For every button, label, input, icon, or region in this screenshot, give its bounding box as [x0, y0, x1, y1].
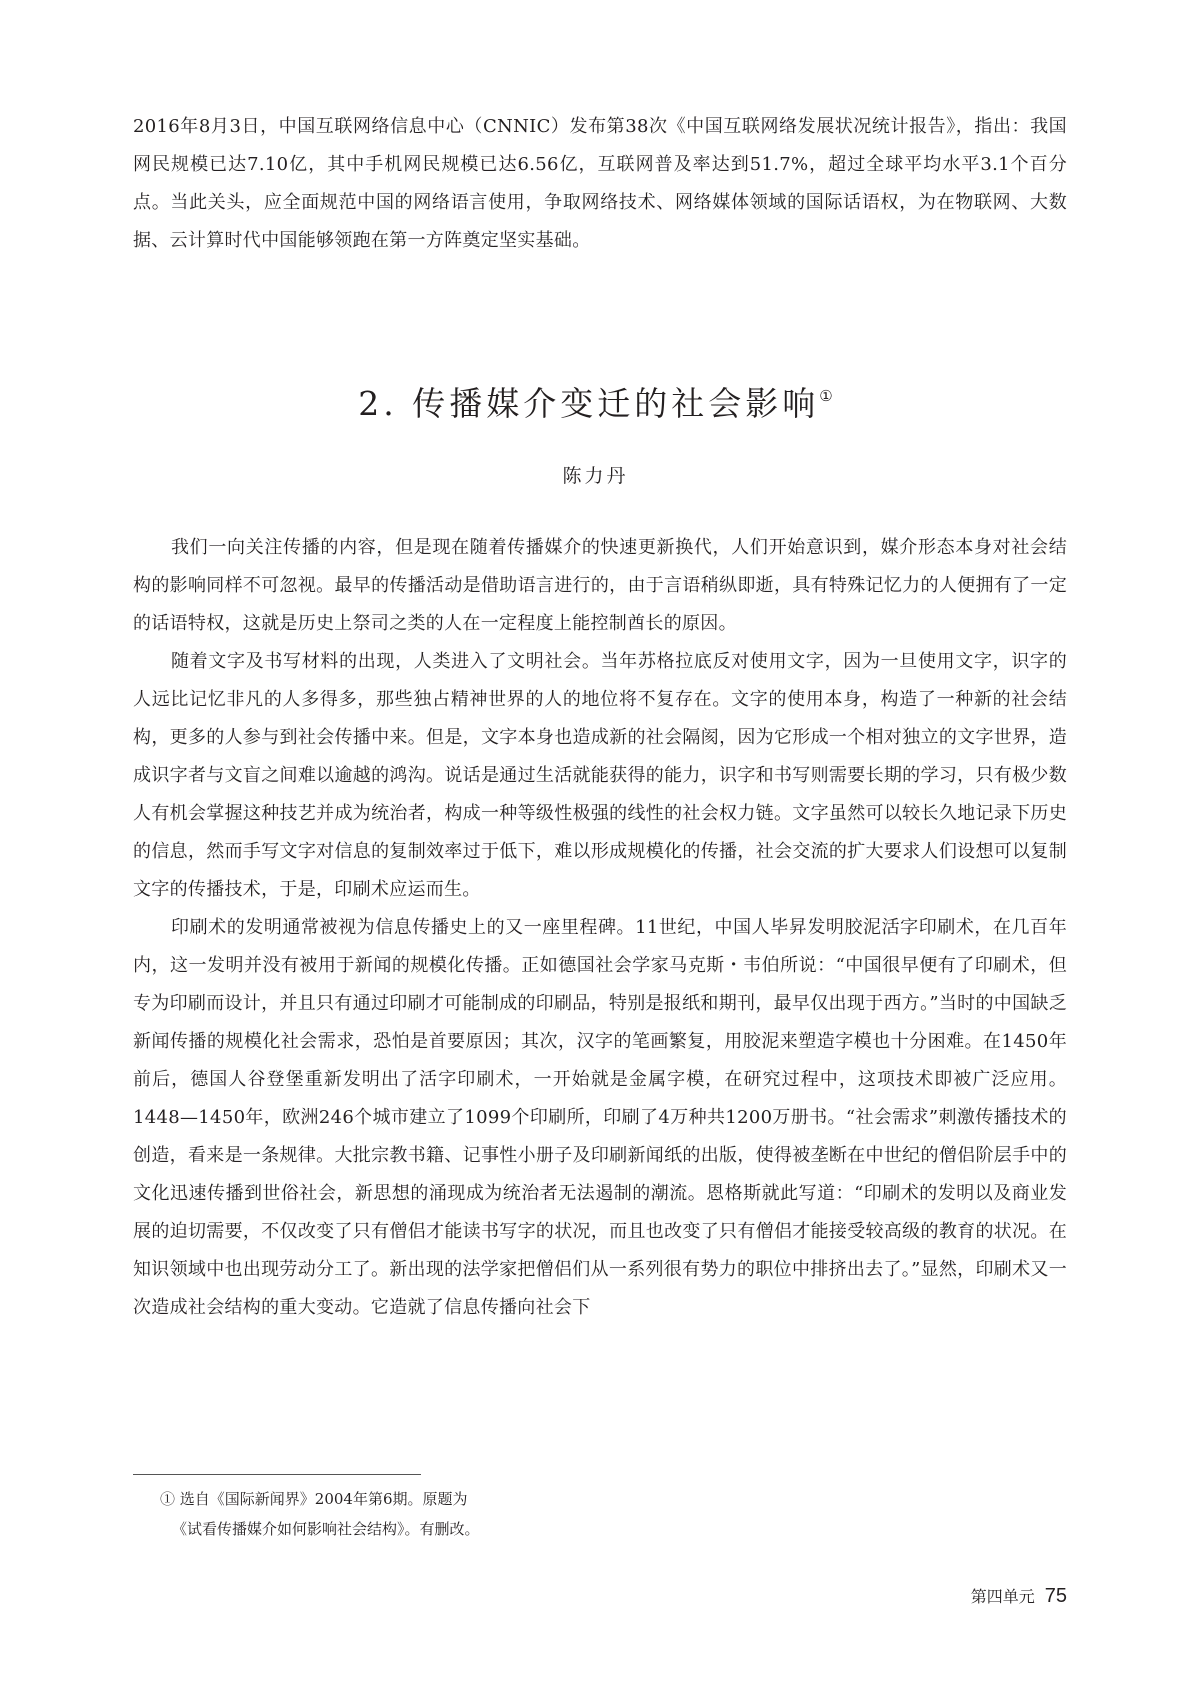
unit-label: 第四单元 [970, 1587, 1035, 1606]
article-body [133, 529, 1067, 1327]
article-author: 陈力丹 [562, 465, 629, 487]
body-paragraph: 随着文字及书写材料的出现，人类进入了文明社会。当年苏格拉底反对使用文字，因为一旦使用文字，识字的人远比记忆非凡的人多得多，那些独占精神世界的人的地位将不复存在。文字的使用本身，构造了一种新的社会结构，更多的人参与到社会传播中来。但是，文字本身也造成新的社会隔阂，因为它形成一个相对独立的文字世界，造成识字者与文盲之间难以逾越的鸿沟。说话是通过生活就能获得的能力，识字和书写则需要长期的学习，只有极少数人有机会掌握这种技艺并成为统治者，构成一种等级性极强的线性的社会权力链。文字虽然可以较长久地记录下历史的信息，然而手写文字对信息的复制效率过于低下，难以形成规模化的传播，社会交流的扩大要求人们设想可以复制文字的传播技术，于是，印刷术应运而生。 [133, 651, 1067, 900]
page-number: 75 [1044, 1585, 1067, 1607]
footnote-line: ① 选自《国际新闻界》2004年第6期。原题为 [160, 1490, 468, 1508]
footnote-line: 《试看传播媒介如何影响社会结构》。有删改。 [172, 1520, 480, 1538]
body-paragraph: 我们一向关注传播的内容，但是现在随着传播媒介的快速更新换代，人们开始意识到，媒介形态本身对社会结构的影响同样不可忽视。最早的传播活动是借助语言进行的，由于言语稍纵即逝，具有特殊记忆力的人便拥有了一定的话语特权，这就是历史上祭司之类的人在一定程度上能控制酋长的原因。 [133, 537, 1067, 634]
article-title [0, 378, 1191, 425]
page-footer [971, 1584, 1067, 1608]
title-footnote-mark[interactable]: ① [819, 387, 833, 405]
article-title-text: 2. 传播媒介变迁的社会影响 [358, 384, 820, 423]
footnote-divider [133, 1474, 421, 1475]
intro-paragraph: 2016年8月3日，中国互联网络信息中心（CNNIC）发布第38次《中国互联网络发展状况统计报告》，指出：我国网民规模已达7.10亿，其中手机网民规模已达6.56亿，互联网普及率达到51.7%，超过全球平均水平3.1个百分点。当此关头，应全面规范中国的网络语言使用，争取网络技术、网络媒体领域的国际话语权，为在物联网、大数据、云计算时代中国能够领跑在第一方阵奠定坚实基础。 [133, 116, 1067, 251]
body-paragraph: 印刷术的发明通常被视为信息传播史上的又一座里程碑。11世纪，中国人毕昇发明胶泥活字印刷术，在几百年内，这一发明并没有被用于新闻的规模化传播。正如德国社会学家马克斯・韦伯所说：“中国很早便有了印刷术，但专为印刷而设计，并且只有通过印刷才可能制成的印刷品，特别是报纸和期刊，最早仅出现于西方。”当时的中国缺乏新闻传播的规模化社会需求，恐怕是首要原因；其次，汉字的笔画繁复，用胶泥来塑造字模也十分困难。在1450年前后，德国人谷登堡重新发明出了活字印刷术，一开始就是金属字模，在研究过程中，这项技术即被广泛应用。1448—1450年，欧洲246个城市建立了1099个印刷所，印刷了4万种共1200万册书。“社会需求”刺激传播技术的创造，看来是一条规律。大批宗教书籍、记事性小册子及印刷新闻纸的出版，使得被垄断在中世纪的僧侣阶层手中的文化迅速传播到世俗社会，新思想的涌现成为统治者无法遏制的潮流。恩格斯就此写道：“印刷术的发明以及商业发展的迫切需要，不仅改变了只有僧侣才能读书写字的状况，而且也改变了只有僧侣才能接受较高级的教育的状况。在知识领域中也出现劳动分工了。新出现的法学家把僧侣们从一系列很有势力的职位中排挤出去了。”显然，印刷术又一次造成社会结构的重大变动。它造就了信息传播向社会下 [133, 917, 1067, 1318]
intro-section [133, 108, 1067, 260]
footnote [160, 1484, 480, 1544]
